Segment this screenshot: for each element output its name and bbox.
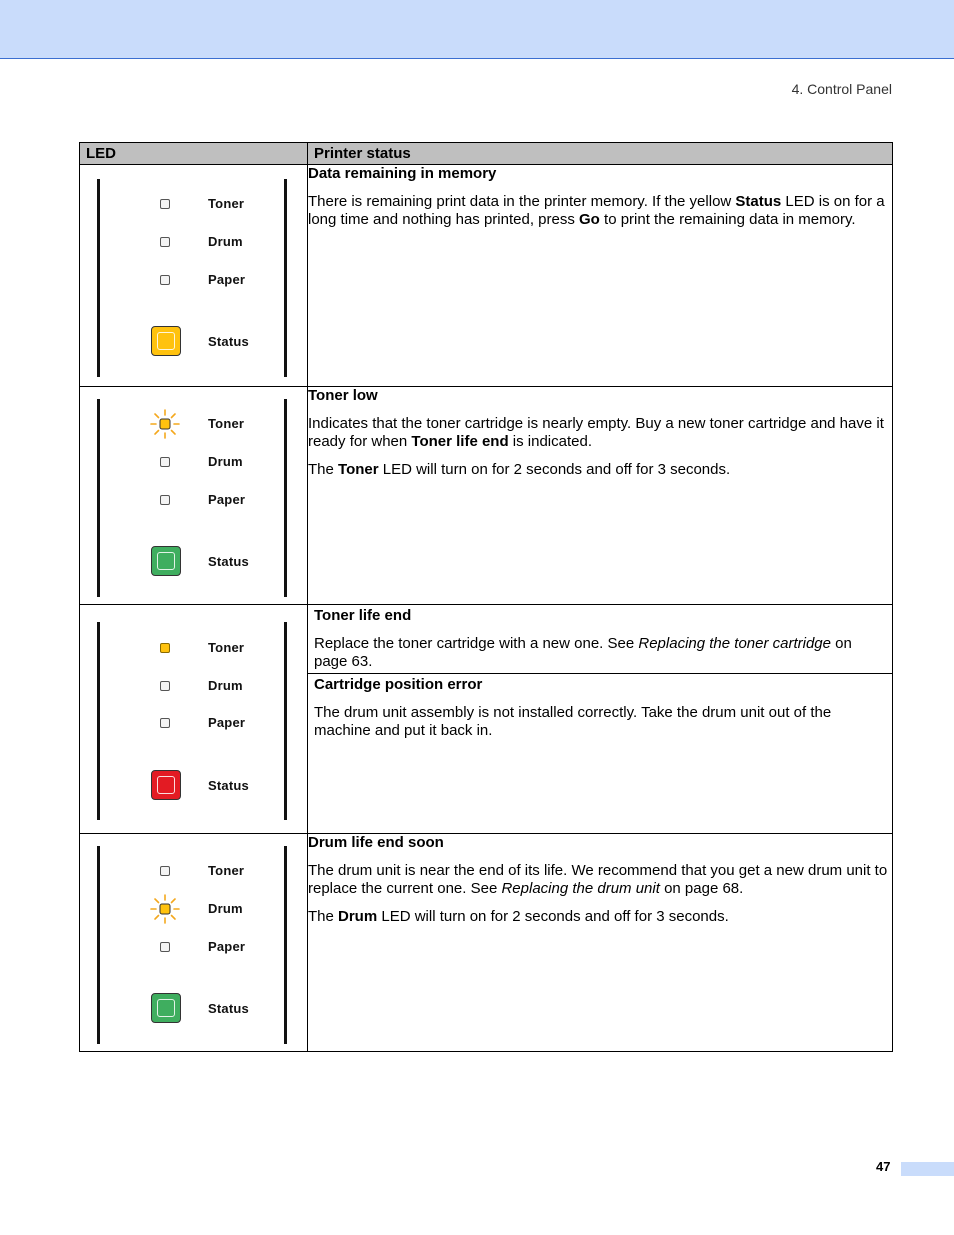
status-led-green	[151, 993, 181, 1023]
panel-bar-right	[284, 622, 287, 820]
page-number: 47	[876, 1159, 891, 1174]
paper-label: Paper	[208, 939, 246, 954]
text-run: The drum unit is near the end of its life. We recommend that you get a new drum unit to replace the current one. See	[308, 861, 888, 897]
paper-led-off	[160, 495, 170, 505]
text-run: on page 68.	[659, 880, 744, 897]
top-band	[0, 0, 954, 59]
text-run: is indicated.	[508, 433, 593, 450]
toner-led-off	[160, 199, 170, 209]
text-bold: Toner life end	[411, 433, 509, 450]
paper-led-off	[160, 718, 170, 728]
status-title: Drum life end soon	[308, 834, 444, 851]
led-panel-cell	[80, 165, 308, 387]
text-bold: Toner	[338, 460, 379, 478]
drum-led-blinking-icon	[150, 894, 180, 924]
table-row	[80, 834, 893, 1052]
drum-label: Drum	[208, 454, 243, 469]
panel-bar-left	[97, 846, 100, 1044]
text-run: LED will turn on for 2 seconds and off for 3 seconds.	[377, 907, 729, 925]
table-row	[80, 387, 893, 605]
status-led-red	[151, 770, 181, 800]
status-description	[314, 635, 886, 672]
panel-bar-left	[97, 622, 100, 820]
status-label: Status	[208, 1001, 249, 1016]
text-run: The	[308, 460, 339, 478]
panel-bar-right	[284, 179, 287, 377]
drum-led-off	[160, 681, 170, 691]
table-row	[80, 605, 893, 834]
status-description	[308, 415, 892, 452]
panel-bar-left	[97, 399, 100, 597]
led-status-table	[79, 142, 893, 1052]
led-panel-cell	[80, 387, 308, 605]
text-italic: Replacing the drum unit	[501, 880, 660, 897]
toner-led-off	[160, 866, 170, 876]
paper-led-off	[160, 942, 170, 952]
status-description-cell	[308, 387, 893, 605]
toner-label: Toner	[208, 863, 245, 878]
toner-label: Toner	[208, 196, 245, 211]
status-led-green	[151, 546, 181, 576]
text-run: The	[308, 907, 339, 925]
text-run: LED is on for a long time and nothing has printed, press	[308, 192, 885, 228]
toner-led-blinking-icon	[150, 409, 180, 439]
text-bold: Go	[579, 211, 600, 228]
paper-label: Paper	[208, 272, 246, 287]
led-panel	[80, 834, 308, 1051]
panel-bar-right	[284, 846, 287, 1044]
drum-label: Drum	[208, 678, 243, 693]
text-run: to print the remaining data in memory.	[599, 211, 856, 228]
table-row	[80, 165, 893, 387]
chapter-heading: 4. Control Panel	[791, 81, 892, 97]
text-run: LED will turn on for 2 seconds and off for 3 seconds.	[378, 460, 731, 478]
status-description: The drum unit assembly is not installed correctly. Take the drum unit out of the machine and put it back in.	[314, 703, 832, 739]
column-header-printer-status: Printer status	[308, 143, 893, 165]
panel-bar-left	[97, 179, 100, 377]
drum-label: Drum	[208, 234, 243, 249]
text-run: There is remaining print data in the printer memory. If the yellow	[308, 192, 736, 210]
paper-led-off	[160, 275, 170, 285]
status-description	[308, 461, 892, 480]
text-italic: Replacing the toner cartridge	[638, 634, 831, 652]
toner-label: Toner	[208, 416, 245, 431]
status-description-cell	[308, 834, 893, 1052]
led-panel-cell	[80, 834, 308, 1052]
text-run: Indicates that the toner cartridge is nearly empty. Buy a new toner cartridge and have it ready for when	[308, 414, 884, 450]
led-panel	[80, 165, 308, 386]
text-run: on page 63.	[314, 634, 852, 670]
text-bold: Status	[735, 192, 782, 210]
page-tab	[901, 1162, 954, 1176]
led-panel	[80, 605, 308, 833]
led-panel	[80, 387, 308, 604]
column-header-led: LED	[80, 143, 308, 165]
drum-led-off	[160, 457, 170, 467]
status-description-cell	[308, 165, 893, 387]
status-description	[308, 862, 892, 899]
paper-label: Paper	[208, 492, 246, 507]
status-title: Toner low	[308, 387, 378, 404]
paper-label: Paper	[208, 715, 246, 730]
status-sub-block	[308, 674, 892, 741]
status-description	[308, 908, 892, 927]
led-panel-cell	[80, 605, 308, 834]
status-title: Toner life end	[314, 607, 412, 624]
drum-led-off	[160, 237, 170, 247]
status-led-yellow	[151, 326, 181, 356]
text-bold: Drum	[338, 907, 378, 925]
status-description	[308, 193, 892, 230]
status-title: Data remaining in memory	[308, 165, 497, 182]
status-sub-block	[308, 605, 892, 673]
drum-label: Drum	[208, 901, 243, 916]
status-label: Status	[208, 334, 249, 349]
status-description-cell	[308, 605, 893, 834]
status-label: Status	[208, 778, 249, 793]
table-header-row	[80, 143, 893, 165]
toner-led-yellow	[160, 643, 170, 653]
status-title: Cartridge position error	[314, 676, 483, 693]
status-label: Status	[208, 554, 249, 569]
toner-label: Toner	[208, 640, 245, 655]
panel-bar-right	[284, 399, 287, 597]
text-run: Replace the toner cartridge with a new one. See	[314, 634, 639, 652]
